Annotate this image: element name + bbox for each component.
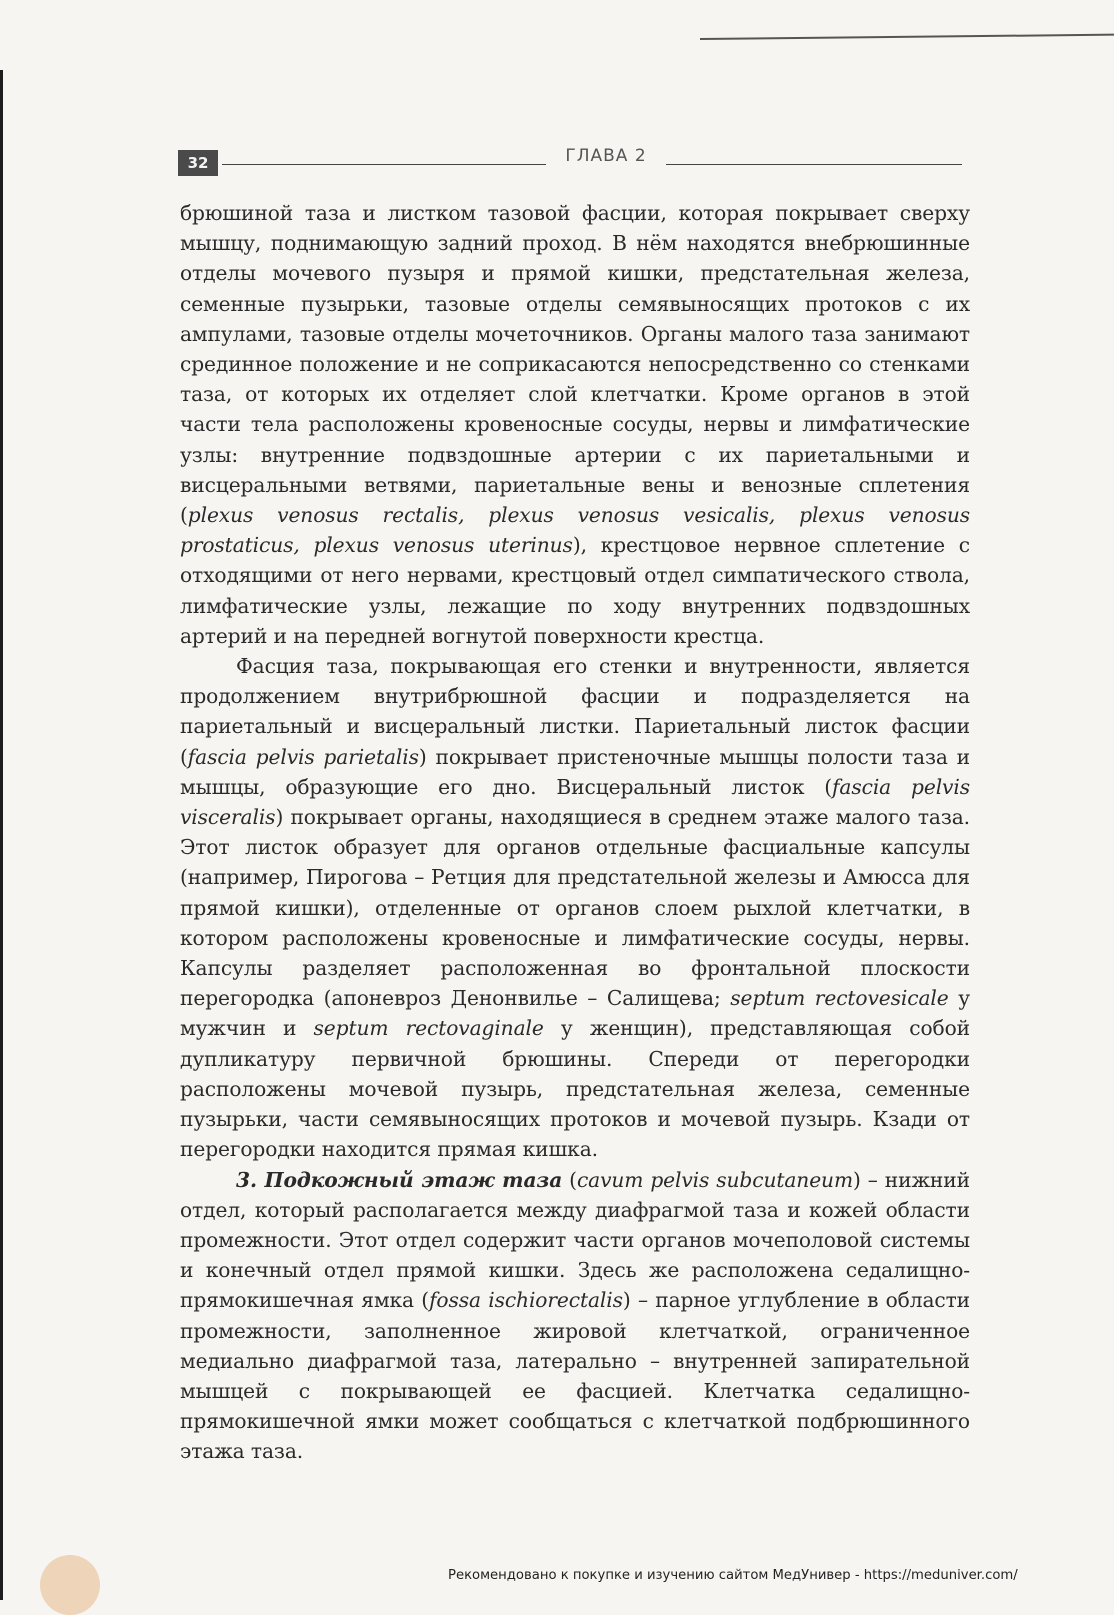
text-segment: ) – нижний отдел, который располагается между диафрагмой таза и кожей области промежности. Этот отдел содержит части органов мочеполовой системы и конечный отдел прямой кишки. Здесь же расположена седалищно-прямокишечная ямка ( (180, 1167, 970, 1313)
latin-term: fascia pelvis visceralis (180, 774, 970, 830)
text-segment: ), крестцовое нервное сплетение с отходящими от него нервами, крестцовый отдел симпатического ствола, лимфатические узлы, лежащие по ходу внутренних подвздошных артерий и на передней вогнутой поверхности крестца. (180, 533, 971, 648)
paragraph (180, 651, 970, 1164)
running-header (178, 146, 960, 180)
text-segment: ( (562, 1167, 577, 1192)
body-text (180, 198, 970, 1467)
text-segment: ) покрывает пристеночные мышцы полости таза и мышцы, образующие его дно. Висцеральный листок ( (180, 744, 970, 799)
latin-term: septum rectovaginale (313, 1016, 544, 1041)
top-scan-line (700, 34, 1114, 40)
text-segment: Фасция таза, покрывающая его стенки и внутренности, является продолжением внутрибрюшной фасции и подразделяется на париетальный и висцеральный листки. Париетальный листок фасции ( (180, 654, 970, 769)
text-segment: ) покрывает органы, находящиеся в среднем этаже малого таза. Этот листок образует для органов отдельные фасциальные капсулы (например, Пирогова – Ретция для предстательной железы и Амюсса для прямой кишки), отделенные от органов слоем рыхлой клетчатки, в котором расположены кровеносные и лимфатические сосуды, нервы. Капсулы разделяет расположенная во фронтальной плоскости перегородка (апоневроз Денонвилье – Салищева; (180, 805, 970, 1011)
chapter-title: ГЛАВА 2 (546, 146, 666, 166)
latin-term: plexus venosus rectalis, plexus venosus vesicalis, plexus venosus prostaticus, plexus venosus uterinus (180, 503, 970, 558)
latin-term: cavum pelvis subcutaneum (576, 1167, 853, 1192)
footer-watermark-text: Рекомендовано к покупке и изучению сайтом МедУнивер - https://meduniver.com/ (448, 1568, 1018, 1583)
text-segment: у женщин), представляющая собой дупликатуру первичной брюшины. Спереди от перегородки расположены мочевой пузырь, предстательная железа, семенные пузырьки, части семявыносящих протоков и мочевой пузырь. Кзади от перегородки находится прямая кишка. (180, 1016, 970, 1162)
page-edge-shadow (0, 70, 3, 1600)
latin-term: fossa ischiorectalis (429, 1288, 623, 1313)
paragraph (180, 1165, 970, 1467)
paragraph (180, 198, 970, 651)
page-number: 32 (178, 150, 218, 176)
text-segment: ) – парное углубление в области промежности, заполненное жировой клетчаткой, ограниченное медиально диафрагмой таза, латерально – внутренней запирательной мышцей с покрывающей ее фасцией. Клетчатка седалищно-прямокишечной ямки может сообщаться с клетчаткой подбрюшинного этажа таза. (180, 1288, 971, 1464)
latin-term: fascia pelvis parietalis (187, 744, 419, 769)
scan-finger-artifact (40, 1555, 100, 1615)
latin-term: septum rectovesicale (730, 986, 949, 1011)
section-heading: 3. Подкожный этаж таза (236, 1167, 563, 1192)
text-segment: у мужчин и (180, 986, 970, 1041)
text-segment: брюшиной таза и листком тазовой фасции, которая покрывает сверху мышцу, поднимающую задний проход. В нём находятся внебрюшинные отделы мочевого пузыря и прямой кишки, предстательная железа, семенные пузырьки, тазовые отделы семявыносящих протоков с их ампулами, тазовые отделы мочеточников. Органы малого таза занимают срединное положение и не соприкасаются непосредственно со стенками таза, от которых их отделяет слой клетчатки. Кроме органов в этой части тела расположены кровеносные сосуды, нервы и лимфатические узлы: внутренние подвздошные артерии с их париетальными и висцеральными ветвями, париетальные вены и венозные сплетения ( (180, 201, 970, 528)
